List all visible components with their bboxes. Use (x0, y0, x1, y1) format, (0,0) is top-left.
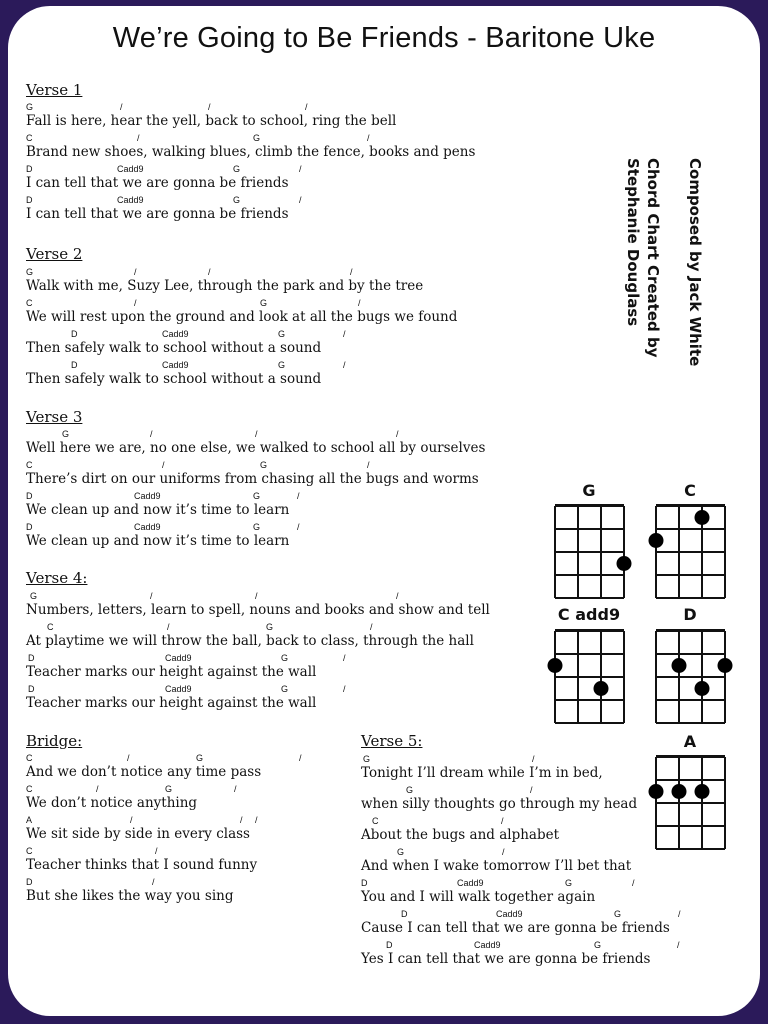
chord-slash: / (127, 753, 130, 763)
chord-label: Cadd9 (474, 940, 501, 950)
chord-slash: / (255, 815, 258, 825)
chord-slash: / (678, 909, 681, 919)
chord-slash: / (240, 815, 243, 825)
chord-label: Cadd9 (165, 653, 192, 663)
chord-label: G (26, 267, 34, 277)
chord-slash: / (632, 878, 635, 888)
chord-slash: / (137, 133, 140, 143)
chord-slash: / (343, 653, 346, 663)
chord-label: G (260, 298, 268, 308)
cadd9-chord-name: C add9 (557, 605, 621, 624)
finger-dot (594, 681, 609, 696)
lyric-line: We sit side by side in every class (26, 826, 250, 842)
chord-slash: / (396, 591, 399, 601)
lyric-line: Brand new shoes, walking blues, climb the fence, books and pens (26, 144, 476, 160)
lyric-line: Teacher marks our height against the wall (26, 695, 317, 711)
verse5-heading: Verse 5: (361, 732, 423, 750)
chord-slash: / (96, 784, 99, 794)
chart-credit-line2: Stephanie Douglass (624, 158, 642, 327)
lyric-line: At playtime we will throw the ball, back to class, through the hall (26, 633, 474, 649)
finger-dot (617, 556, 632, 571)
chord-slash: / (255, 591, 258, 601)
chord-label: D (26, 164, 33, 174)
lyric-line: Cause I can tell that we are gonna be friends (361, 920, 670, 936)
chord-label: G (30, 591, 38, 601)
chord-label: Cadd9 (117, 164, 144, 174)
cadd9-chord-diagram-icon (545, 623, 633, 727)
lyric-line: About the bugs and alphabet (361, 827, 560, 843)
lyric-line: Numbers, letters, learn to spell, nouns and books and show and tell (26, 602, 490, 618)
chord-slash: / (532, 754, 535, 764)
chord-label: G (253, 491, 261, 501)
lyric-line: Tonight I’ll dream while I’m in bed, (361, 765, 603, 781)
chord-label: G (406, 785, 414, 795)
chord-label: C (26, 784, 33, 794)
chord-label: Cadd9 (165, 684, 192, 694)
chord-slash: / (208, 102, 211, 112)
chord-label: C (47, 622, 54, 632)
chord-label: C (26, 133, 33, 143)
chord-slash: / (299, 753, 302, 763)
chord-slash: / (299, 164, 302, 174)
chord-slash: / (343, 329, 346, 339)
finger-dot (695, 681, 710, 696)
chord-label: D (71, 360, 78, 370)
lyric-line: when silly thoughts go through my head (361, 796, 638, 812)
chord-slash: / (367, 133, 370, 143)
finger-dot (672, 784, 687, 799)
chord-slash: / (134, 267, 137, 277)
chord-label: D (28, 684, 35, 694)
chord-label: D (28, 653, 35, 663)
chord-slash: / (530, 785, 533, 795)
d-chord-diagram-icon (646, 623, 734, 727)
lyric-line: Teacher thinks that I sound funny (26, 857, 258, 873)
chart-credit-line1: Chord Chart Created by (644, 158, 662, 358)
chord-label: Cadd9 (162, 329, 189, 339)
chord-slash: / (234, 784, 237, 794)
chord-label: C (372, 816, 379, 826)
chord-label: D (26, 195, 33, 205)
chord-label: G (233, 195, 241, 205)
lyric-line: I can tell that we are gonna be friends (26, 175, 289, 191)
chord-label: G (278, 329, 286, 339)
chord-label: G (397, 847, 405, 857)
lyric-line: You and I will walk together again (361, 889, 596, 905)
chord-slash: / (358, 298, 361, 308)
finger-dot (649, 533, 664, 548)
chord-label: G (253, 133, 261, 143)
chord-slash: / (350, 267, 353, 277)
chord-slash: / (162, 460, 165, 470)
chord-label: Cadd9 (134, 522, 161, 532)
chord-slash: / (299, 195, 302, 205)
chord-label: G (614, 909, 622, 919)
chord-slash: / (343, 684, 346, 694)
chord-slash: / (155, 846, 158, 856)
chord-label: G (594, 940, 602, 950)
finger-dot (695, 784, 710, 799)
chord-label: Cadd9 (457, 878, 484, 888)
c-chord-diagram-icon (646, 498, 734, 602)
finger-dot (695, 510, 710, 525)
chord-slash: / (150, 429, 153, 439)
a-chord-diagram-icon (646, 749, 734, 853)
finger-dot (649, 784, 664, 799)
chord-slash: / (134, 298, 137, 308)
lyric-line: Walk with me, Suzy Lee, through the park and by the tree (26, 278, 424, 294)
chord-label: Cadd9 (134, 491, 161, 501)
chord-slash: / (297, 491, 300, 501)
chord-label: G (260, 460, 268, 470)
chord-slash: / (305, 102, 308, 112)
a-chord-name: A (683, 732, 697, 751)
finger-dot (548, 658, 563, 673)
composer-credit: Composed by Jack White (686, 158, 704, 367)
chord-label: D (386, 940, 393, 950)
finger-dot (718, 658, 733, 673)
chord-label: A (26, 815, 33, 825)
lyric-line: We clean up and now it’s time to learn (26, 533, 290, 549)
chord-label: G (281, 684, 289, 694)
chord-slash: / (501, 816, 504, 826)
chord-slash: / (152, 877, 155, 887)
chord-label: D (361, 878, 368, 888)
chord-label: C (26, 298, 33, 308)
chord-slash: / (370, 622, 373, 632)
page-title: We’re Going to Be Friends - Baritone Uke (112, 22, 656, 54)
chord-label: C (26, 460, 33, 470)
chord-label: G (196, 753, 204, 763)
g-chord-diagram-icon (545, 498, 633, 602)
verse3-heading: Verse 3 (26, 408, 83, 426)
chord-label: D (401, 909, 408, 919)
lyric-line: But she likes the way you sing (26, 888, 234, 904)
chord-label: G (26, 102, 34, 112)
chord-label: D (26, 877, 33, 887)
chord-label: G (281, 653, 289, 663)
chord-label: G (266, 622, 274, 632)
chord-label: G (253, 522, 261, 532)
lyric-line: Fall is here, hear the yell, back to school, ring the bell (26, 113, 397, 129)
chord-label: G (363, 754, 371, 764)
chord-slash: / (130, 815, 133, 825)
chord-label: D (26, 491, 33, 501)
verse4-heading: Verse 4: (26, 569, 88, 587)
chord-slash: / (120, 102, 123, 112)
lyric-line: And we don’t notice any time pass (26, 764, 262, 780)
lyric-line: Then safely walk to school without a sound (26, 340, 322, 356)
lyric-line: We don’t notice anything (26, 795, 198, 811)
g-chord-name: G (582, 481, 596, 500)
finger-dot (672, 658, 687, 673)
chord-label: G (565, 878, 573, 888)
chord-slash: / (343, 360, 346, 370)
lyric-line: Then safely walk to school without a sound (26, 371, 322, 387)
chord-label: D (26, 522, 33, 532)
verse1-heading: Verse 1 (26, 81, 83, 99)
chord-label: G (233, 164, 241, 174)
lyric-line: There’s dirt on our uniforms from chasing all the bugs and worms (26, 471, 479, 487)
chord-slash: / (208, 267, 211, 277)
d-chord-name: D (683, 605, 697, 624)
chord-label: Cadd9 (496, 909, 523, 919)
chord-slash: / (255, 429, 258, 439)
chord-label: D (71, 329, 78, 339)
chord-label: C (26, 846, 33, 856)
chord-label: Cadd9 (162, 360, 189, 370)
chord-label: C (26, 753, 33, 763)
chord-slash: / (396, 429, 399, 439)
chord-label: Cadd9 (117, 195, 144, 205)
chord-slash: / (297, 522, 300, 532)
chord-slash: / (167, 622, 170, 632)
lyric-line: I can tell that we are gonna be friends (26, 206, 289, 222)
chord-slash: / (150, 591, 153, 601)
verse2-heading: Verse 2 (26, 245, 83, 263)
lyric-line: And when I wake tomorrow I’ll bet that (361, 858, 632, 874)
lyric-line: Teacher marks our height against the wall (26, 664, 317, 680)
chord-slash: / (502, 847, 505, 857)
lyric-line: We clean up and now it’s time to learn (26, 502, 290, 518)
chord-label: G (62, 429, 70, 439)
chord-slash: / (677, 940, 680, 950)
chord-label: G (278, 360, 286, 370)
lyric-line: We will rest upon the ground and look at all the bugs we found (26, 309, 458, 325)
chord-slash: / (367, 460, 370, 470)
chord-label: G (165, 784, 173, 794)
c-chord-name: C (684, 481, 696, 500)
bridge-heading: Bridge: (26, 732, 83, 750)
lyric-line: Well here we are, no one else, we walked to school all by ourselves (26, 440, 486, 456)
lyric-line: Yes I can tell that we are gonna be friends (361, 951, 651, 967)
